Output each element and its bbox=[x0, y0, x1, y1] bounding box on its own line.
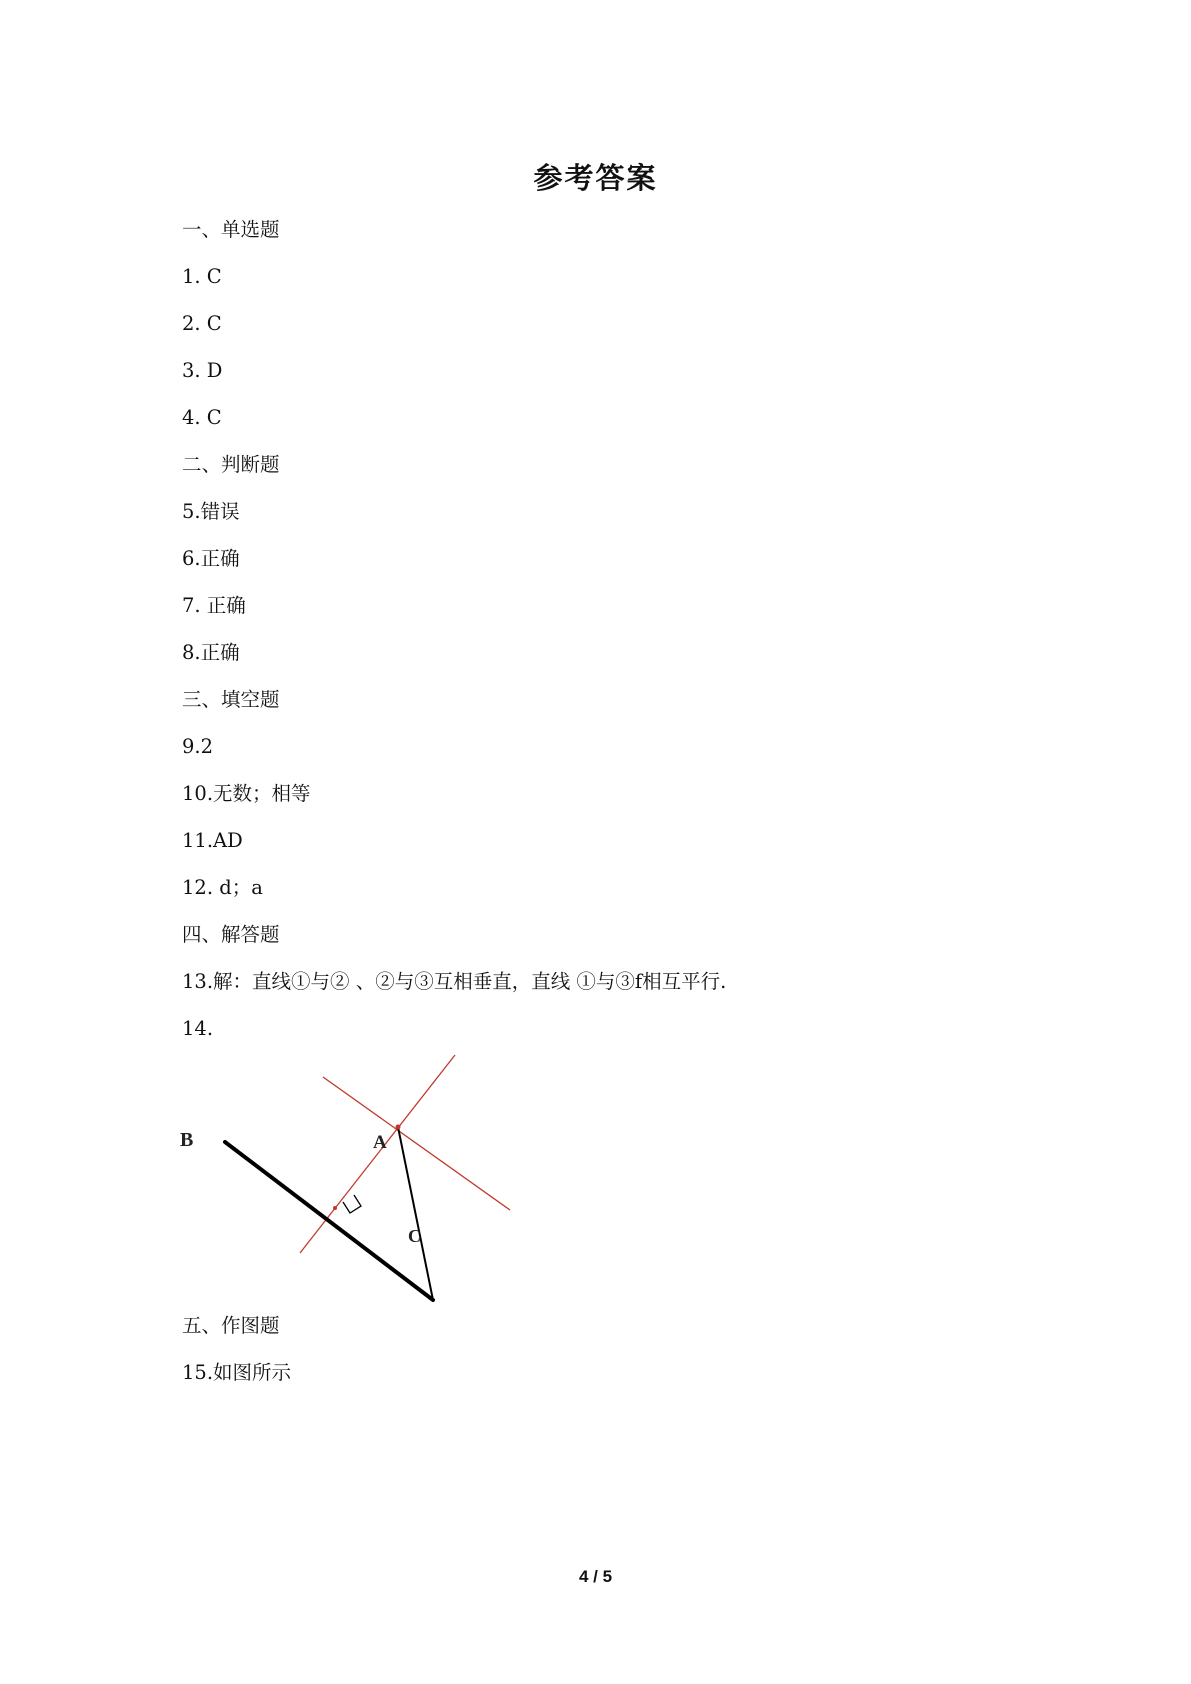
foot-mark bbox=[333, 1206, 337, 1210]
answer-line: 3. D bbox=[182, 359, 223, 382]
answer-line: 1. C bbox=[182, 265, 222, 288]
answer-line: 三、填空题 bbox=[182, 688, 280, 711]
point-a-mark bbox=[396, 1125, 401, 1130]
answer-line: 6.正确 bbox=[182, 547, 240, 570]
segment-b bbox=[225, 1142, 433, 1300]
label-c: C bbox=[408, 1226, 421, 1246]
geometry-figure bbox=[180, 1045, 520, 1309]
answer-line: 12. d；a bbox=[182, 876, 263, 899]
answer-line: 四、解答题 bbox=[182, 923, 280, 946]
answer-line: 5.错误 bbox=[182, 500, 240, 523]
answer-line: 10.无数；相等 bbox=[182, 782, 311, 805]
page-title: 参考答案 bbox=[533, 161, 658, 195]
answer-line: 8.正确 bbox=[182, 641, 240, 664]
answer-line: 9.2 bbox=[182, 735, 214, 758]
answer-line: 2. C bbox=[182, 312, 222, 335]
answer-line: 11.AD bbox=[182, 829, 243, 852]
answer-line: 二、判断题 bbox=[182, 453, 280, 476]
answer-line: 4. C bbox=[182, 406, 222, 429]
answer-line: 一、单选题 bbox=[182, 218, 280, 241]
page-number: 4 / 5 bbox=[578, 1567, 613, 1586]
answer-line: 14. bbox=[182, 1017, 214, 1040]
answer-line: 7. 正确 bbox=[182, 594, 246, 617]
answer-line: 五、作图题 bbox=[182, 1314, 280, 1337]
label-b: B bbox=[180, 1129, 194, 1151]
parallel-construction-line bbox=[323, 1077, 510, 1210]
answer-line: 15.如图所示 bbox=[182, 1361, 292, 1384]
segment-ac bbox=[398, 1127, 433, 1300]
geometry-diagram bbox=[180, 1045, 520, 1305]
answer-line: 13.解：直线①与② 、②与③互相垂直，直线 ①与③f相互平行. bbox=[182, 970, 727, 993]
right-angle-mark bbox=[343, 1195, 361, 1213]
label-a: A bbox=[373, 1132, 387, 1153]
